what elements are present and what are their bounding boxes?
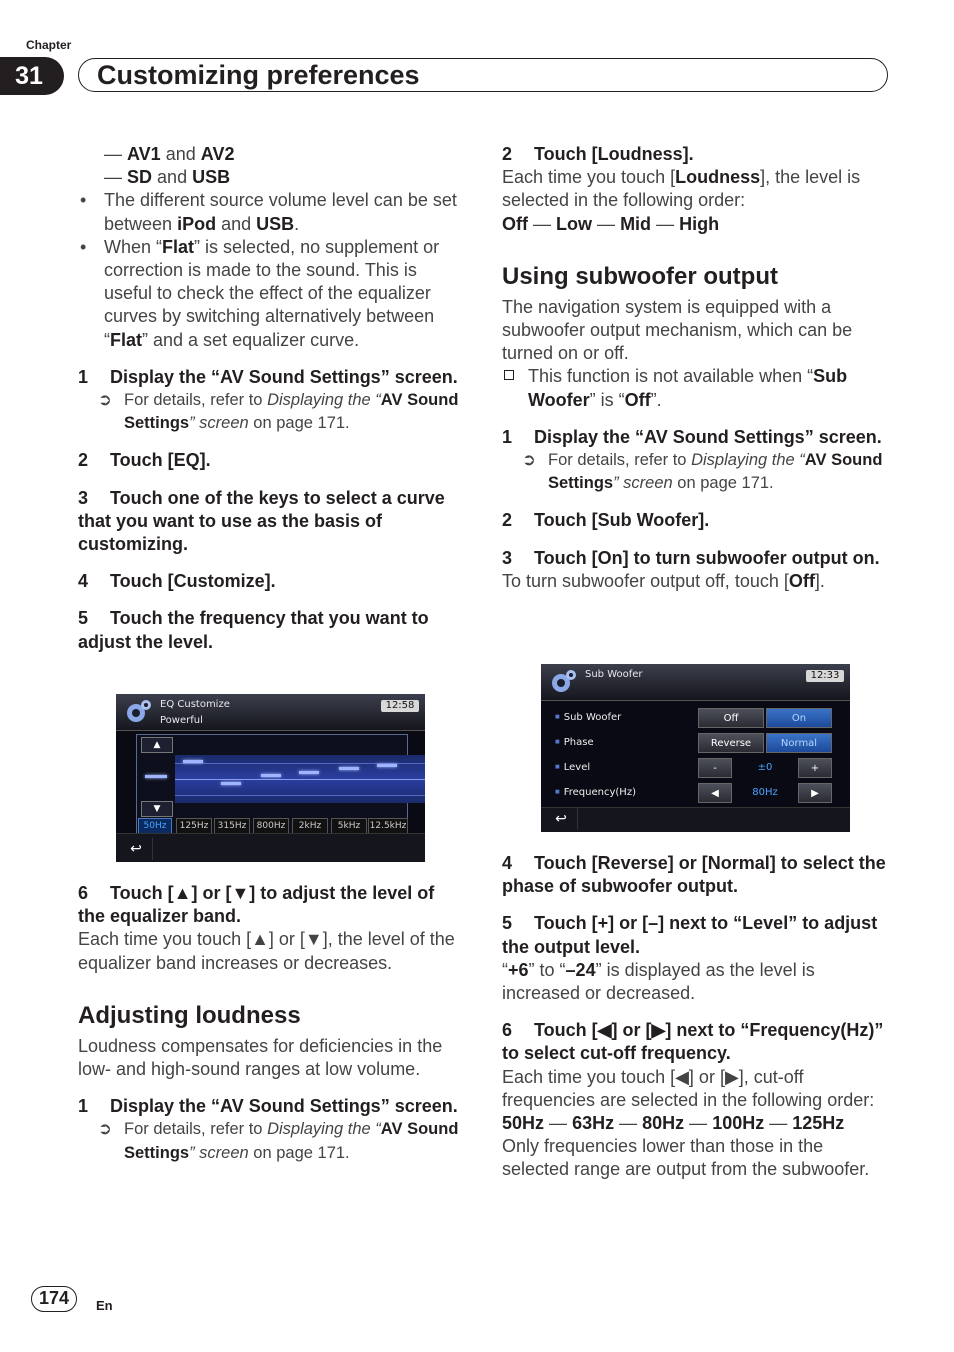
gear-icon [122, 698, 152, 726]
language-label: En [96, 1298, 113, 1313]
eq-curve-band [175, 755, 425, 803]
level-value: ±0 [757, 762, 773, 773]
sub-reference-note: ➲ For details, refer to Displaying the “AV Sound Settings” screen on page 171. [522, 451, 883, 493]
step-3: 3 Touch one of the keys to select a curve that you want to use as the basis of customizing. [78, 487, 445, 555]
loudness-step-2: 2 Touch [Loudness]. [502, 144, 694, 164]
bullet-volume: • The different source volume level can be set between iPod and USB. [80, 190, 457, 234]
freq-button-12-5khz[interactable]: 12.5kHz [368, 818, 408, 834]
step-1: 1 Display the “AV Sound Settings” screen. [78, 366, 458, 387]
dash-item-sd: — SD and USB [104, 167, 231, 188]
screen-footer [541, 807, 850, 832]
step-5: 5 Touch the frequency that you want to adjust the level. [78, 608, 429, 652]
freq-button-5khz[interactable]: 5kHz [331, 818, 367, 834]
row-frequency: ■ Frequency(Hz) ◀ 80Hz ▶ [555, 783, 837, 805]
sub-step-3: 3 Touch [On] to turn subwoofer output on. [502, 547, 880, 568]
sub-step-2: 2 Touch [Sub Woofer]. [502, 510, 710, 531]
eq-level-5khz[interactable] [339, 767, 359, 770]
loudness-step-1: 1 Display the “AV Sound Settings” screen. [78, 1096, 458, 1117]
eq-level-315hz[interactable] [221, 782, 241, 785]
sub-step-5: 5 Touch [+] or [–] next to “Level” to adjust the output level. [502, 913, 878, 957]
eq-level-800hz[interactable] [261, 774, 281, 777]
sub-step-6-end: Only frequencies lower than those in the selected range are output from the subwoofer. [502, 1136, 870, 1180]
row-phase: ■ Phase Reverse Normal [555, 733, 837, 755]
bullet-flat: • When “Flat” is selected, no supplement or correction is made to the sound. This is useful to check the effect of the equalizer curves by switching alternatively between “Flat” and a set equalizer curve. [80, 236, 440, 350]
on-button[interactable]: On [766, 708, 832, 728]
sub-step-5-body: “+6” to “–24” is displayed as the level is increased or decreased. [502, 959, 815, 1004]
screen-header [116, 694, 425, 731]
screen-footer [116, 833, 425, 862]
right-column-lower [502, 852, 892, 1182]
back-button[interactable]: ↩ [545, 808, 578, 830]
step-4: 4 Touch [Customize]. [78, 571, 276, 592]
chapter-title: Customizing preferences [78, 58, 888, 92]
eq-level-50hz[interactable] [145, 775, 167, 778]
off-button[interactable]: Off [698, 708, 764, 728]
freq-right-button[interactable]: ▶ [798, 783, 832, 803]
freq-left-button[interactable]: ◀ [698, 783, 732, 803]
subwoofer-body: The navigation system is equipped with a subwoofer output mechanism, which can be turned on or off. [502, 296, 853, 364]
chapter-label: Chapter [26, 38, 72, 52]
sub-step-4: 4 Touch [Reverse] or [Normal] to select the phase of subwoofer output. [502, 853, 886, 897]
screen-title: Sub Woofer [585, 669, 643, 680]
frequency-order: 50Hz — 63Hz — 80Hz — 100Hz — 125Hz [502, 1113, 845, 1134]
heading-subwoofer: Using subwoofer output [502, 262, 778, 290]
freq-button-50hz[interactable]: 50Hz [138, 818, 172, 834]
eq-customize-screenshot [116, 694, 425, 862]
screen-title: EQ Customize [160, 699, 230, 710]
loudness-reference-note: ➲ For details, refer to Displaying the “AV Sound Settings” screen on page 171. [98, 1120, 459, 1162]
subwoofer-note: This function is not available when “Sub Woofer” is “Off”. [502, 365, 892, 411]
eq-level-12khz[interactable] [377, 764, 397, 767]
step-6: 6 Touch [▲] or [▼] to adjust the level of the equalizer band. [78, 883, 435, 927]
row-level: ■ Level - ±0 + [555, 758, 837, 780]
loudness-body: Loudness compensates for deficiencies in the low- and high-sound ranges at low volume. [78, 1035, 443, 1080]
frequency-value: 80Hz [752, 787, 778, 798]
reference-note: ➲ For details, refer to Displaying the “AV Sound Settings” screen on page 171. [98, 391, 459, 433]
sub-step-1: 1 Display the “AV Sound Settings” screen. [502, 426, 882, 447]
eq-level-2khz[interactable] [299, 771, 319, 774]
level-plus-button[interactable]: + [798, 758, 832, 778]
left-column-lower [78, 882, 463, 1165]
reverse-button[interactable]: Reverse [698, 733, 764, 753]
up-button[interactable]: ▲ [141, 737, 173, 753]
screen-header [541, 664, 850, 701]
clock: 12:58 [381, 700, 419, 712]
preset-name: Powerful [160, 715, 203, 726]
gear-icon [547, 668, 577, 696]
page-number: 174 [31, 1286, 77, 1312]
row-subwoofer: ■ Sub Woofer Off On [555, 708, 837, 730]
heading-adjusting-loudness: Adjusting loudness [78, 1001, 301, 1029]
normal-button[interactable]: Normal [766, 733, 832, 753]
freq-button-125hz[interactable]: 125Hz [176, 818, 212, 834]
subwoofer-screenshot [541, 664, 850, 832]
freq-button-2khz[interactable]: 2kHz [292, 818, 328, 834]
sub-step-6: 6 Touch [◀] or [▶] next to “Frequency(Hz)” to select cut-off frequency. [502, 1020, 884, 1064]
right-column [502, 143, 892, 593]
freq-button-315hz[interactable]: 315Hz [214, 818, 250, 834]
loudness-step-2-body: Each time you touch [Loudness], the level is selected in the following order: [502, 167, 861, 211]
sub-step-6-body: Each time you touch [◀] or [▶], cut-off frequencies are selected in the following order: [502, 1066, 875, 1110]
sub-step-3-body: To turn subwoofer output off, touch [Off]. [502, 570, 825, 591]
down-button[interactable]: ▼ [141, 801, 173, 817]
loudness-order: Off — Low — Mid — High [502, 213, 720, 234]
clock: 12:33 [806, 670, 844, 682]
step-2: 2 Touch [EQ]. [78, 450, 211, 471]
back-button[interactable]: ↩ [120, 838, 153, 860]
left-column [78, 143, 463, 654]
level-minus-button[interactable]: - [698, 758, 732, 778]
freq-button-800hz[interactable]: 800Hz [253, 818, 289, 834]
eq-level-125hz[interactable] [183, 760, 203, 763]
step-6-body: Each time you touch [▲] or [▼], the level of the equalizer band increases or decreases. [78, 929, 455, 973]
chapter-number: 31 [0, 57, 64, 95]
dash-item-av: — AV1 and AV2 [104, 144, 235, 164]
